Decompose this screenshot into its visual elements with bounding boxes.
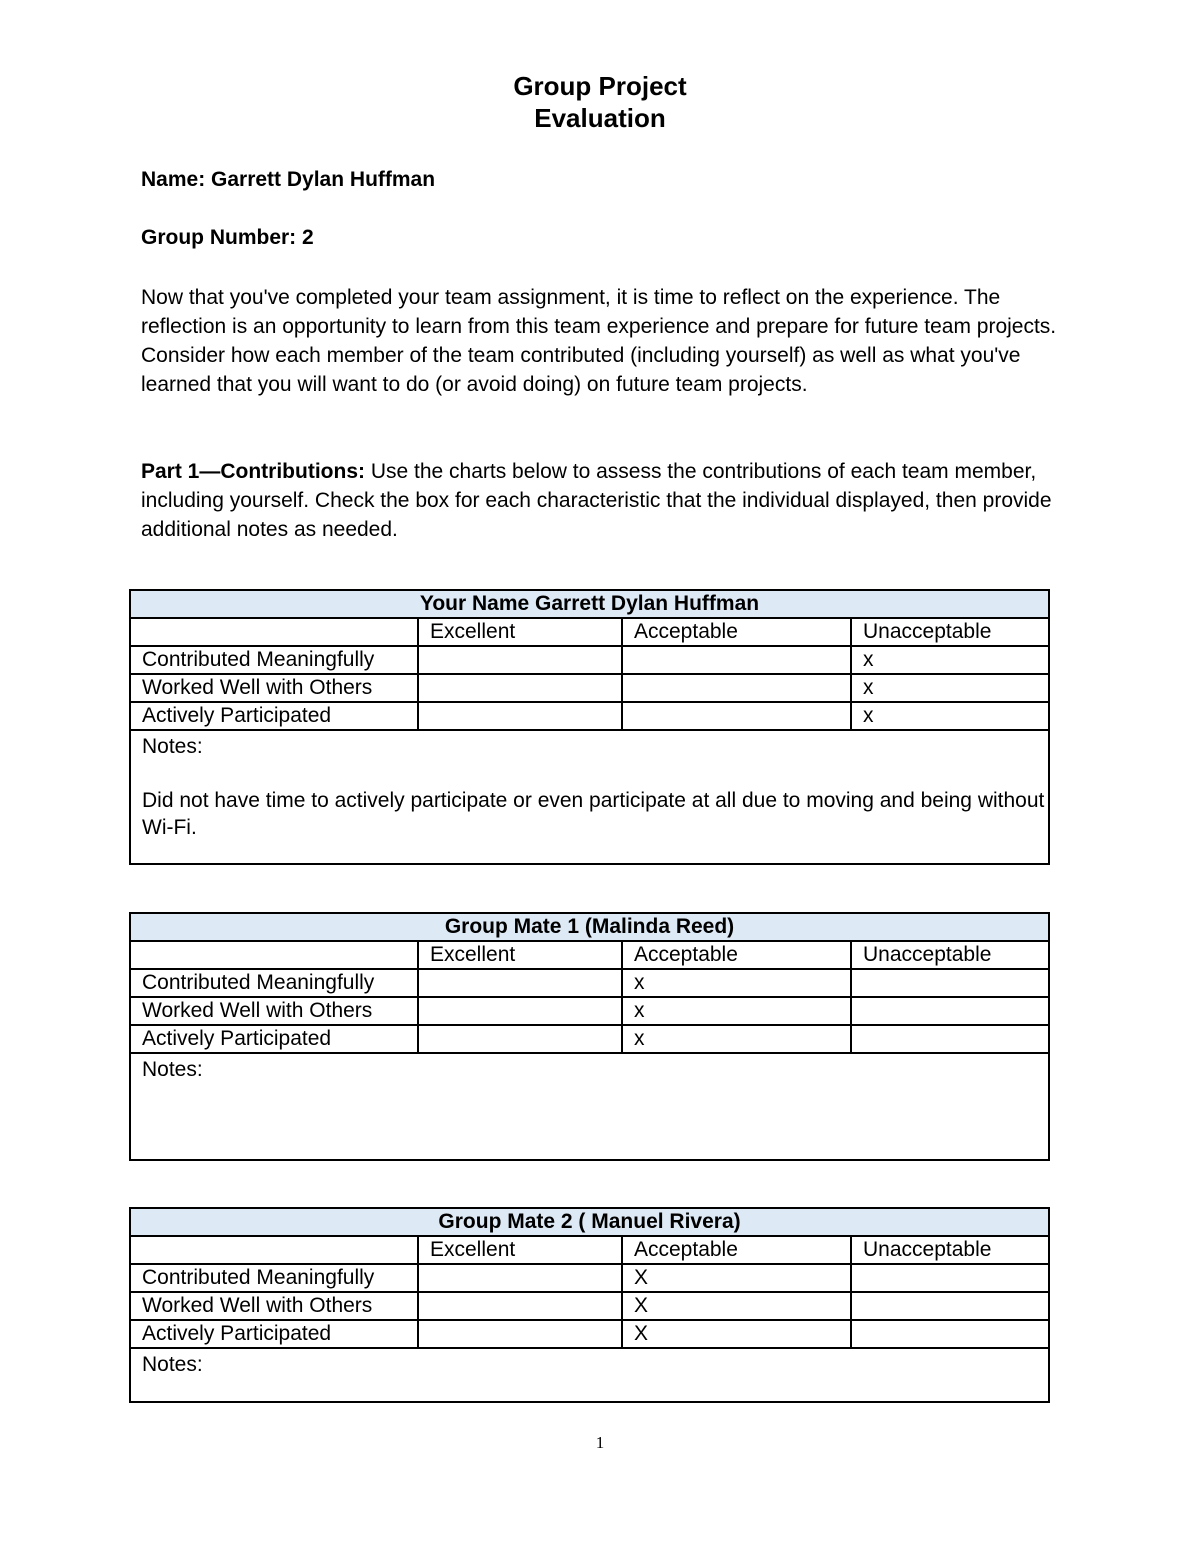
notes-cell[interactable] bbox=[130, 1053, 1049, 1160]
group-number-field: Group Number: 2 bbox=[141, 226, 314, 249]
column-header-acceptable: Acceptable bbox=[622, 941, 851, 969]
rating-cell-excellent[interactable] bbox=[418, 997, 622, 1025]
column-header-excellent: Excellent bbox=[418, 941, 622, 969]
rating-cell-acceptable[interactable]: x bbox=[622, 997, 851, 1025]
table-row bbox=[130, 969, 1049, 997]
rating-cell-unacceptable[interactable] bbox=[851, 1320, 1049, 1348]
rating-cell-acceptable[interactable]: X bbox=[622, 1264, 851, 1292]
row-label: Actively Participated bbox=[130, 1320, 418, 1348]
blank-header-cell bbox=[130, 941, 418, 969]
rating-cell-acceptable[interactable] bbox=[622, 702, 851, 730]
rating-cell-unacceptable[interactable]: x bbox=[851, 646, 1049, 674]
rating-cell-excellent[interactable] bbox=[418, 702, 622, 730]
document-title-line2: Evaluation bbox=[534, 103, 666, 133]
rating-cell-unacceptable[interactable] bbox=[851, 1292, 1049, 1320]
notes-cell[interactable] bbox=[130, 1348, 1049, 1402]
rating-cell-excellent[interactable] bbox=[418, 674, 622, 702]
table-row bbox=[130, 1320, 1049, 1348]
notes-text: Did not have time to actively participate or even participate at all due to moving and being without Wi-Fi. bbox=[142, 789, 1045, 839]
rating-cell-unacceptable[interactable]: x bbox=[851, 702, 1049, 730]
notes-label: Notes: bbox=[142, 1058, 203, 1081]
row-label: Worked Well with Others bbox=[130, 997, 418, 1025]
intro-paragraph: Now that you've completed your team assignment, it is time to reflect on the experience. The reflection is an opportunity to learn from this team experience and prepare for future team projects. Consider how each member of the team contributed (including yourself) as well as what you've learned that you will want to do (or avoid doing) on future team projects. bbox=[141, 286, 1057, 396]
blank-header-cell bbox=[130, 1236, 418, 1264]
row-label: Contributed Meaningfully bbox=[130, 646, 418, 674]
column-header-excellent: Excellent bbox=[418, 618, 622, 646]
rating-cell-excellent[interactable] bbox=[418, 1264, 622, 1292]
notes-label: Notes: bbox=[142, 735, 203, 758]
rating-cell-acceptable[interactable] bbox=[622, 674, 851, 702]
document-title-line1: Group Project bbox=[513, 71, 687, 101]
column-header-acceptable: Acceptable bbox=[622, 1236, 851, 1264]
rating-cell-excellent[interactable] bbox=[418, 1292, 622, 1320]
rating-cell-excellent[interactable] bbox=[418, 1025, 622, 1053]
rating-cell-unacceptable[interactable] bbox=[851, 997, 1049, 1025]
column-header-acceptable: Acceptable bbox=[622, 618, 851, 646]
name-field: Name: Garrett Dylan Huffman bbox=[141, 168, 436, 191]
column-header-unacceptable: Unacceptable bbox=[851, 618, 1049, 646]
table-row bbox=[130, 702, 1049, 730]
column-header-unacceptable: Unacceptable bbox=[851, 941, 1049, 969]
rating-cell-unacceptable[interactable]: x bbox=[851, 674, 1049, 702]
row-label: Contributed Meaningfully bbox=[130, 1264, 418, 1292]
table-row bbox=[130, 997, 1049, 1025]
notes-cell[interactable] bbox=[130, 730, 1049, 864]
rating-cell-acceptable[interactable]: X bbox=[622, 1292, 851, 1320]
blank-header-cell bbox=[130, 618, 418, 646]
rating-cell-excellent[interactable] bbox=[418, 646, 622, 674]
table-row bbox=[130, 1025, 1049, 1053]
rating-cell-acceptable[interactable]: x bbox=[622, 1025, 851, 1053]
evaluation-table-group-mate-2 bbox=[129, 1207, 1050, 1403]
rating-cell-unacceptable[interactable] bbox=[851, 1025, 1049, 1053]
rating-cell-acceptable[interactable]: X bbox=[622, 1320, 851, 1348]
column-header-excellent: Excellent bbox=[418, 1236, 622, 1264]
rating-cell-excellent[interactable] bbox=[418, 969, 622, 997]
column-header-unacceptable: Unacceptable bbox=[851, 1236, 1049, 1264]
table-row bbox=[130, 674, 1049, 702]
evaluation-table-self bbox=[129, 589, 1050, 865]
rating-cell-unacceptable[interactable] bbox=[851, 969, 1049, 997]
rating-cell-acceptable[interactable]: x bbox=[622, 969, 851, 997]
part1-label: Part 1—Contributions: bbox=[141, 460, 365, 483]
row-label: Contributed Meaningfully bbox=[130, 969, 418, 997]
rating-cell-acceptable[interactable] bbox=[622, 646, 851, 674]
notes-label: Notes: bbox=[142, 1353, 203, 1376]
part1-paragraph bbox=[141, 457, 1081, 544]
table-row bbox=[130, 1292, 1049, 1320]
rating-cell-excellent[interactable] bbox=[418, 1320, 622, 1348]
evaluation-table-group-mate-1 bbox=[129, 912, 1050, 1161]
table-header: Group Mate 1 (Malinda Reed) bbox=[130, 913, 1049, 941]
rating-cell-unacceptable[interactable] bbox=[851, 1264, 1049, 1292]
page-number: 1 bbox=[595, 1433, 605, 1452]
row-label: Worked Well with Others bbox=[130, 674, 418, 702]
part1-text: Use the charts below to assess the contributions of each team member, including yourself. Check the box for each characteristic that the individual displayed, then provide additional notes as needed. bbox=[141, 460, 1052, 541]
row-label: Worked Well with Others bbox=[130, 1292, 418, 1320]
table-row bbox=[130, 1264, 1049, 1292]
row-label: Actively Participated bbox=[130, 1025, 418, 1053]
row-label: Actively Participated bbox=[130, 702, 418, 730]
table-row bbox=[130, 646, 1049, 674]
table-header: Your Name Garrett Dylan Huffman bbox=[130, 590, 1049, 618]
table-header: Group Mate 2 ( Manuel Rivera) bbox=[130, 1208, 1049, 1236]
